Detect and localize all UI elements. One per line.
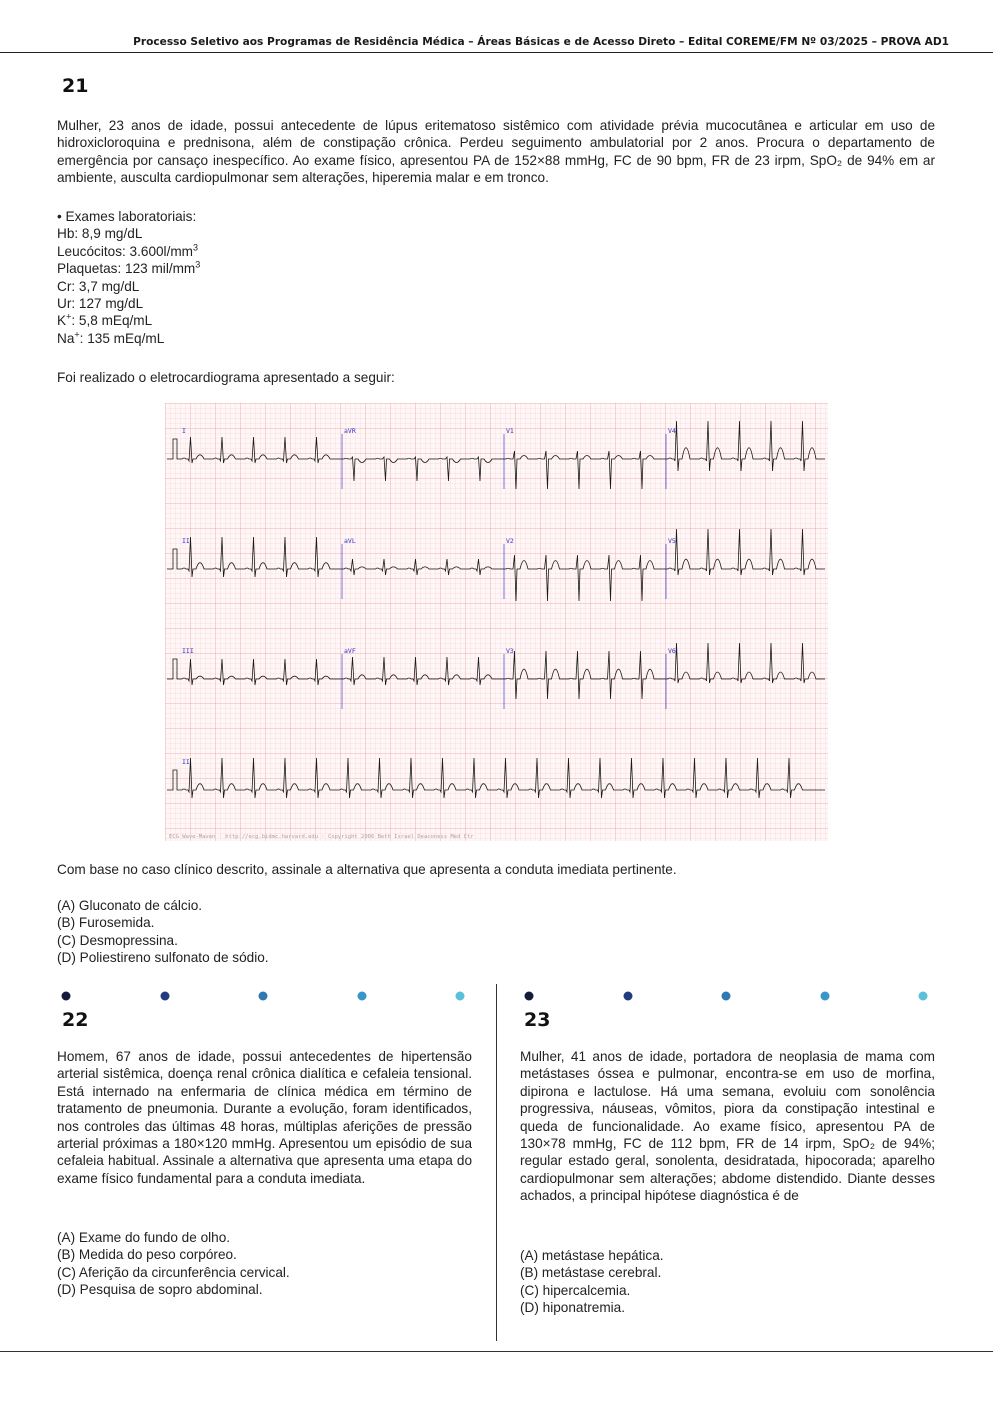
option-d[interactable]: (D) Poliestireno sulfonato de sódio. [57, 950, 269, 966]
option-a[interactable]: (A) Gluconato de cálcio. [57, 898, 203, 913]
option-b[interactable]: (B) Medida do peso corpóreo. [57, 1247, 237, 1263]
option-a[interactable]: (A) metástase hepática. [520, 1248, 664, 1263]
question-21-number: 21 [62, 75, 89, 97]
lab-k: K+: 5,8 mEq/mL [57, 311, 153, 329]
question-22-number: 22 [62, 1009, 89, 1031]
question-22-stem: Homem, 67 anos de idade, possui antecedentes de hipertensão arterial sistêmica, doença renal crônica dialítica e cefaleia tensional. Está internado na enfermaria de clínica médica em término de tratamento de pneumonia. Durante a evolução, foram identificados, nos controles das últimas 48 horas, múltiplas aferições de pressão arterial próximas a 180×120 mmHg. Apresentou um episódio de sua cefaleia habitual. Assinale a alternativa que apresenta uma etapa do exame físico fundamental para a conduta imediata. [57, 1049, 472, 1186]
timeline-dot [259, 992, 268, 1001]
question-21-prompt: Com base no caso clínico descrito, assinale a alternativa que apresenta a conduta imediata pertinente. [57, 862, 677, 877]
question-23-stem: Mulher, 41 anos de idade, portadora de neoplasia de mama com metástases óssea e pulmonar, encontra-se em uso de morfina, dipirona e lactulose. Há uma semana, evoluiu com sonolência progressiva, náuseas, vômitos, piora da constipação intestinal e queda de funcionalidade. Ao exame físico, apresentou PA de 130×78 mmHg, FC de 112 bpm, FR de 14 irpm, SpO₂ de 94%; regular estado geral, sonolenta, desidratada, hipocorada; aparelho cardiopulmonar sem alterações; abdome distendido. Diante desses achados, a principal hipótese diagnóstica é de [520, 1049, 935, 1204]
timeline-dot [821, 992, 830, 1001]
option-b[interactable]: (B) Furosemida. [57, 915, 155, 931]
footer-line [0, 1351, 993, 1352]
question-23-options [520, 1247, 664, 1317]
option-c[interactable]: (C) hipercalcemia. [520, 1282, 631, 1298]
ecg-lead-label: aVR [344, 427, 356, 435]
ecg-lead-label: I [182, 427, 186, 435]
timeline-dot [62, 992, 71, 1001]
header-title: Processo Seletivo aos Programas de Residência Médica – Áreas Básicas e de Acesso Direto – Edital COREME/FM Nº 03/2025 – PROVA AD1 [133, 36, 949, 48]
lab-hb: Hb: 8,9 mg/dL [57, 226, 143, 242]
ecg-lead-label: II [182, 758, 190, 766]
timeline-left [60, 989, 466, 1003]
question-21-options [57, 897, 269, 967]
question-22-options [57, 1229, 290, 1299]
question-21-stem: Mulher, 23 anos de idade, possui antecedente de lúpus eritematoso sistêmico com atividade prévia mucocutânea e articular em uso de hidroxicloroquina e prednisona, além de constipação crônica. Perdeu seguimento ambulatorial por 2 anos. Procura o departamento de emergência por cansaço inespecífico. Ao exame físico, apresentou PA de 152×88 mmHg, FC de 90 bpm, FR de 23 irpm, SpO₂ de 94% em ar ambiente, ausculta cardiopulmonar sem alterações, hiperemia malar e em tronco. [57, 118, 935, 186]
option-c[interactable]: (C) Aferição da circunferência cervical. [57, 1264, 290, 1280]
column-divider [496, 984, 497, 1341]
labs-title: • Exames laboratoriais: [57, 209, 197, 224]
timeline-right [523, 989, 929, 1003]
ecg-lead-label: V6 [668, 647, 676, 655]
lab-na: Na+: 135 mEq/mL [57, 329, 165, 346]
timeline-dot [624, 992, 633, 1001]
timeline-dot [919, 992, 928, 1001]
question-23-number: 23 [524, 1009, 551, 1031]
option-b[interactable]: (B) metástase cerebral. [520, 1265, 662, 1281]
page-header [0, 0, 993, 53]
lab-leucocitos: Leucócitos: $3.600l/mm^3$ [57, 242, 199, 259]
lab-plaquetas: Plaquetas: 123 mil/$mm^3$ [57, 259, 201, 277]
ecg-intro: Foi realizado o eletrocardiograma apresentado a seguir: [57, 370, 395, 385]
lab-cr: Cr: 3,7 mg/dL [57, 278, 140, 294]
option-c[interactable]: (C) Desmopressina. [57, 932, 178, 948]
ecg-lead-label: II [182, 537, 190, 545]
timeline-dot [722, 992, 731, 1001]
ecg-image [165, 403, 828, 841]
timeline-dot [358, 992, 367, 1001]
option-d[interactable]: (D) hiponatremia. [520, 1300, 626, 1316]
ecg-lead-label: aVL [344, 537, 356, 545]
lab-ur: Ur: 127 mg/dL [57, 296, 144, 312]
option-d[interactable]: (D) Pesquisa de sopro abdominal. [57, 1282, 263, 1298]
ecg-lead-label: V3 [506, 647, 514, 655]
option-a[interactable]: (A) Exame do fundo de olho. [57, 1230, 231, 1245]
ecg-lead-label: V4 [668, 427, 676, 435]
ecg-lead-label: III [182, 647, 194, 655]
question-21-labs [57, 208, 200, 347]
timeline-dot [525, 992, 534, 1001]
timeline-dot [161, 992, 170, 1001]
ecg-lead-label: V2 [506, 537, 514, 545]
timeline-dot [456, 992, 465, 1001]
ecg-lead-label: V5 [668, 537, 676, 545]
ecg-footer: ECG Wave-Maven · http://ecg.bidmc.harvard.edu · Copyright 2006 Beth Israel Deaconess Med Ctr [169, 834, 474, 840]
ecg-lead-label: aVF [344, 647, 356, 655]
ecg-lead-label: V1 [506, 427, 514, 435]
